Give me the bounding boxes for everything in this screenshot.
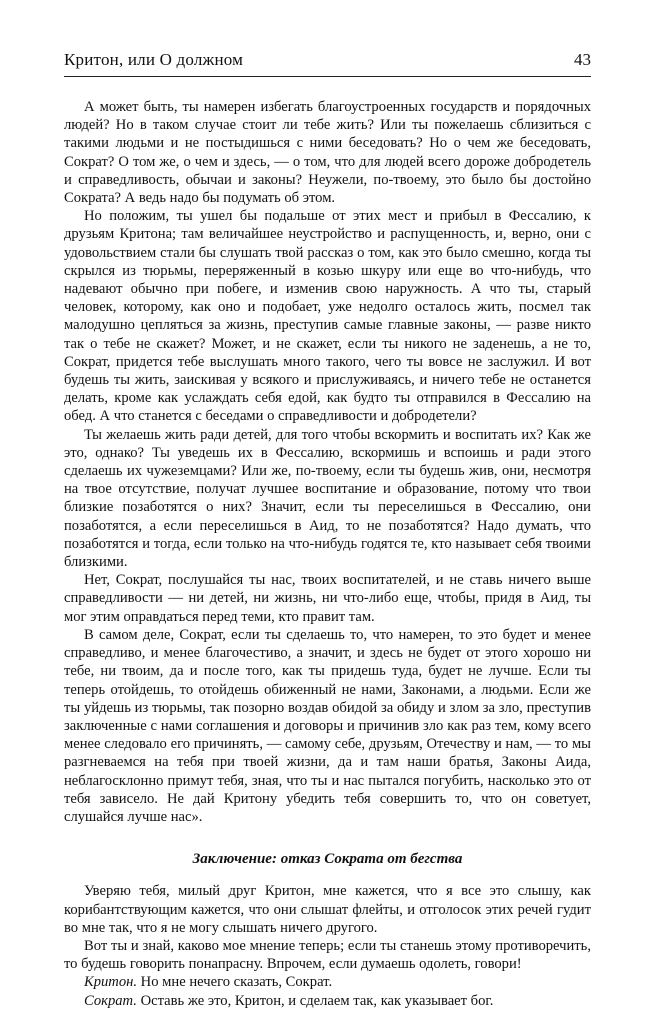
- paragraph: Уверяю тебя, милый друг Критон, мне кажется, что я все это слышу, как корибантствующим кажется, что они слышат флейты, и отголосок этих речей гудит во мне так, что я не могу слышать ничего другого.: [64, 883, 591, 936]
- dialogue-line: [64, 992, 591, 1010]
- page-number: 43: [574, 50, 591, 69]
- paragraph: В самом деле, Сократ, если ты сделаешь то, что намерен, то это будет и менее справедливо, и менее благочестиво, а значит, и здесь не будет от этого хорошо ни тебе, ни твоим, да и после того, как ты придешь туда, будет не лучше. Если ты теперь отойдешь, то отойдешь обиженный не нами, Законами, а людьми. Если же ты уйдешь из тюрьмы, так позорно воздав обидой за обиду и злом за зло, преступив заключенные с нами соглашения и договоры и причинив зло как раз тем, кому всего менее следовало его причинять, — самому себе, друзьям, Отечеству и нам, — то мы разгневаемся на тебя при твоей жизни, да и там наши братья, Законы Аида, неблагосклонно примут тебя, зная, что ты и нас пытался погубить, насколько это от тебя зависело. Не дай Критону убедить тебя совершить то, что он советует, слушайся лучше нас».: [64, 626, 591, 825]
- section-title: Заключение: отказ Сократа от бегства: [192, 851, 463, 868]
- speaker-name: Критон.: [84, 974, 138, 991]
- body-text: [64, 98, 591, 1010]
- speaker-name: Сократ.: [84, 992, 137, 1009]
- running-title: Критон, или О должном: [64, 50, 244, 69]
- dialogue-text: Но мне нечего сказать, Сократ.: [140, 974, 333, 991]
- paragraph: Вот ты и знай, каково мое мнение теперь; если ты станешь этому противоречить, то будешь говорить понапрасну. Впрочем, если думаешь одолеть, говори!: [64, 937, 591, 973]
- running-head: [64, 48, 591, 77]
- paragraph: А может быть, ты намерен избегать благоустроенных государств и порядочных людей? Но в таком случае стоит ли тебе жить? Или ты пожелаешь сблизиться с такими людьми и не постыдишься с ними беседовать? Но о чем же беседовать, Сократ? О том же, о чем и здесь, — о том, что для людей всего дороже добродетель и справедливость, обычаи и законы? Неужели, по-твоему, это было бы достойно Сократа? А ведь надо бы подумать об этом.: [64, 99, 591, 207]
- dialogue-line: [64, 973, 591, 991]
- paragraph: Нет, Сократ, послушайся ты нас, твоих воспитателей, и не ставь ничего выше справедливости — ни детей, ни жизнь, ни что-либо еще, чтобы, придя в Аид, ты мог этим оправдаться перед теми, кто правит там.: [64, 572, 591, 625]
- paragraph: Ты желаешь жить ради детей, для того чтобы вскормить и воспитать их? Как же это, однако? Ты уведешь их в Фессалию, вскормишь и вспоишь и ради этого сделаешь их чужеземцами? Или же, по-твоему, если ты будешь жив, они, несмотря на твое отсутствие, получат лучшее воспитание и образование, потому что твои близкие позаботятся о них? Значит, если ты переселишься в Фессалию, они позаботятся, а если переселишься в Аид, то не позаботятся? Надо думать, что позаботятся и тогда, если только на что-нибудь годятся те, кто называет себя твоими близкими.: [64, 426, 591, 571]
- dialogue-text: Оставь же это, Критон, и сделаем так, как указывает бог.: [140, 992, 494, 1009]
- paragraph: Но положим, ты ушел бы подальше от этих мест и прибыл в Фессалию, к друзьям Критона; там величайшее неустройство и распущенность, и, верно, они с удовольствием стали бы слушать твой рассказ о том, как это было смешно, когда ты скрылся из тюрьмы, переряженный в козью шкуру или еще во что-нибудь, что надевают обычно при побеге, и изменив свою наружность. А что ты, старый человек, которому, как оно и подобает, уже недолго осталось жить, посмел так малодушно цепляться за жизнь, преступив самые главные законы, — разве никто так о тебе не скажет? Может, и не скажет, если ты никого не заденешь, а не то, Сократ, придется тебе выслушать много такого, чего ты вовсе не заслужил. И вот будешь ты жить, заискивая у всякого и прислуживаясь, и ничего тебе не останется делать, кроме как услаждать себя едой, как будто ты отправился в Фессалию на обед. А что станется с беседами о справедливости и добродетели?: [64, 208, 591, 425]
